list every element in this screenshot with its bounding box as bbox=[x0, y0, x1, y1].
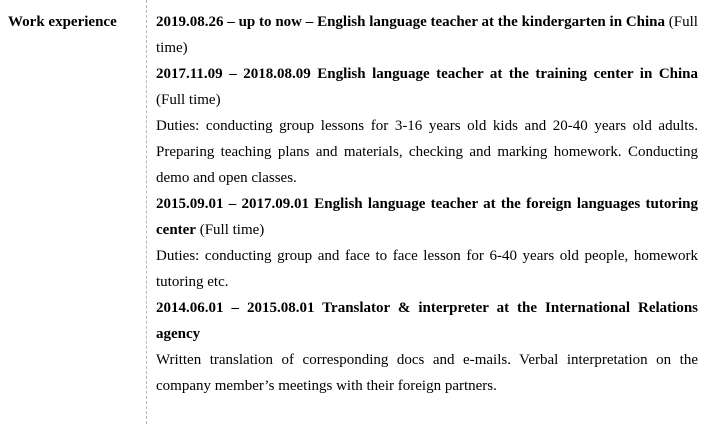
job-title: 2014.06.01 – 2015.08.01 Translator & interpreter at the International Relations agency bbox=[156, 300, 698, 342]
job-entry bbox=[156, 61, 698, 191]
job-type: (Full time) bbox=[156, 92, 221, 108]
job-title-line bbox=[156, 191, 698, 243]
job-title-line bbox=[156, 295, 698, 347]
job-type: (Full time) bbox=[195, 222, 265, 238]
job-description: Duties: conducting group and face to face lesson for 6-40 years old people, homework tutoring etc. bbox=[156, 248, 698, 290]
job-type: (Full time) bbox=[156, 14, 698, 56]
work-experience-list bbox=[156, 9, 698, 399]
column-divider bbox=[146, 0, 147, 424]
job-title: 2015.09.01 – 2017.09.01 English language teacher at the foreign languages tutoring center bbox=[156, 196, 698, 238]
job-title: 2017.11.09 – 2018.08.09 English language teacher at the training center in China bbox=[156, 66, 698, 82]
job-title: 2019.08.26 – up to now – English language teacher at the kindergarten in China bbox=[156, 14, 666, 30]
job-description: Duties: conducting group lessons for 3-16 years old kids and 20-40 years old adults. Preparing teaching plans and materials, checking and marking homework. Conducting demo and open classes. bbox=[156, 118, 698, 186]
job-title-line bbox=[156, 9, 698, 61]
job-entry bbox=[156, 295, 698, 399]
section-label: Work experience bbox=[8, 14, 117, 30]
job-title-line bbox=[156, 61, 698, 113]
job-entry bbox=[156, 191, 698, 295]
job-entry bbox=[156, 9, 698, 61]
job-description: Written translation of corresponding docs and e-mails. Verbal interpretation on the company member’s meetings with their foreign partners. bbox=[156, 352, 698, 394]
